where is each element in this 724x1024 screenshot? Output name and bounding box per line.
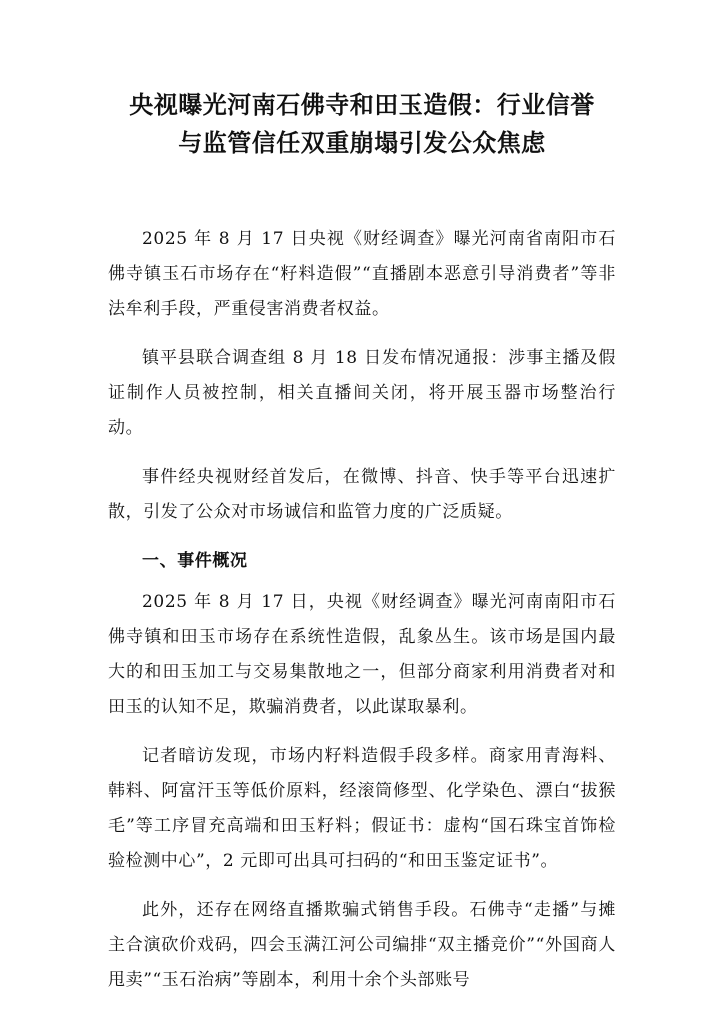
paragraph-3: 事件经央视财经首发后，在微博、抖音、快手等平台迅速扩散，引发了公众对市场诚信和监管力度的广泛质疑。 — [108, 467, 616, 522]
document-body — [108, 222, 616, 998]
section-paragraph-3: 此外，还存在网络直播欺骗式销售手段。石佛寺“走播”与摊主合演砍价戏码，四会玉满江河公司编排“双主播竞价”“外国商人甩卖”“玉石治病”等剧本，利用十余个头部账号 — [108, 900, 616, 990]
title-line-1: 央视曝光河南石佛寺和田玉造假：行业信誉 — [129, 90, 595, 119]
section-heading: 一、事件概况 — [142, 551, 248, 571]
document-title — [108, 86, 616, 162]
title-line-2: 与监管信任双重崩塌引发公众焦虑 — [178, 128, 546, 157]
paragraph-2: 镇平县联合调查组 8 月 18 日发布情况通报：涉事主播及假证制作人员被控制，相关直播间关闭，将开展玉器市场整治行动。 — [108, 348, 616, 438]
section-paragraph-1: 2025 年 8 月 17 日，央视《财经调查》曝光河南南阳市石佛寺镇和田玉市场存在系统性造假，乱象丛生。该市场是国内最大的和田玉加工与交易集散地之一，但部分商家利用消费者对和田玉的认知不足，欺骗消费者，以此谋取暴利。 — [108, 592, 616, 717]
paragraph-1: 2025 年 8 月 17 日央视《财经调查》曝光河南省南阳市石佛寺镇玉石市场存在“籽料造假”“直播剧本恶意引导消费者”等非法牟利手段，严重侵害消费者权益。 — [108, 229, 616, 319]
section-paragraph-2: 记者暗访发现，市场内籽料造假手段多样。商家用青海料、韩料、阿富汗玉等低价原料，经滚筒修型、化学染色、漂白“拔猴毛”等工序冒充高端和田玉籽料；假证书：虚构“国石珠宝首饰检验检测中心”，2 元即可出具可扫码的“和田玉鉴定证书”。 — [108, 746, 616, 871]
